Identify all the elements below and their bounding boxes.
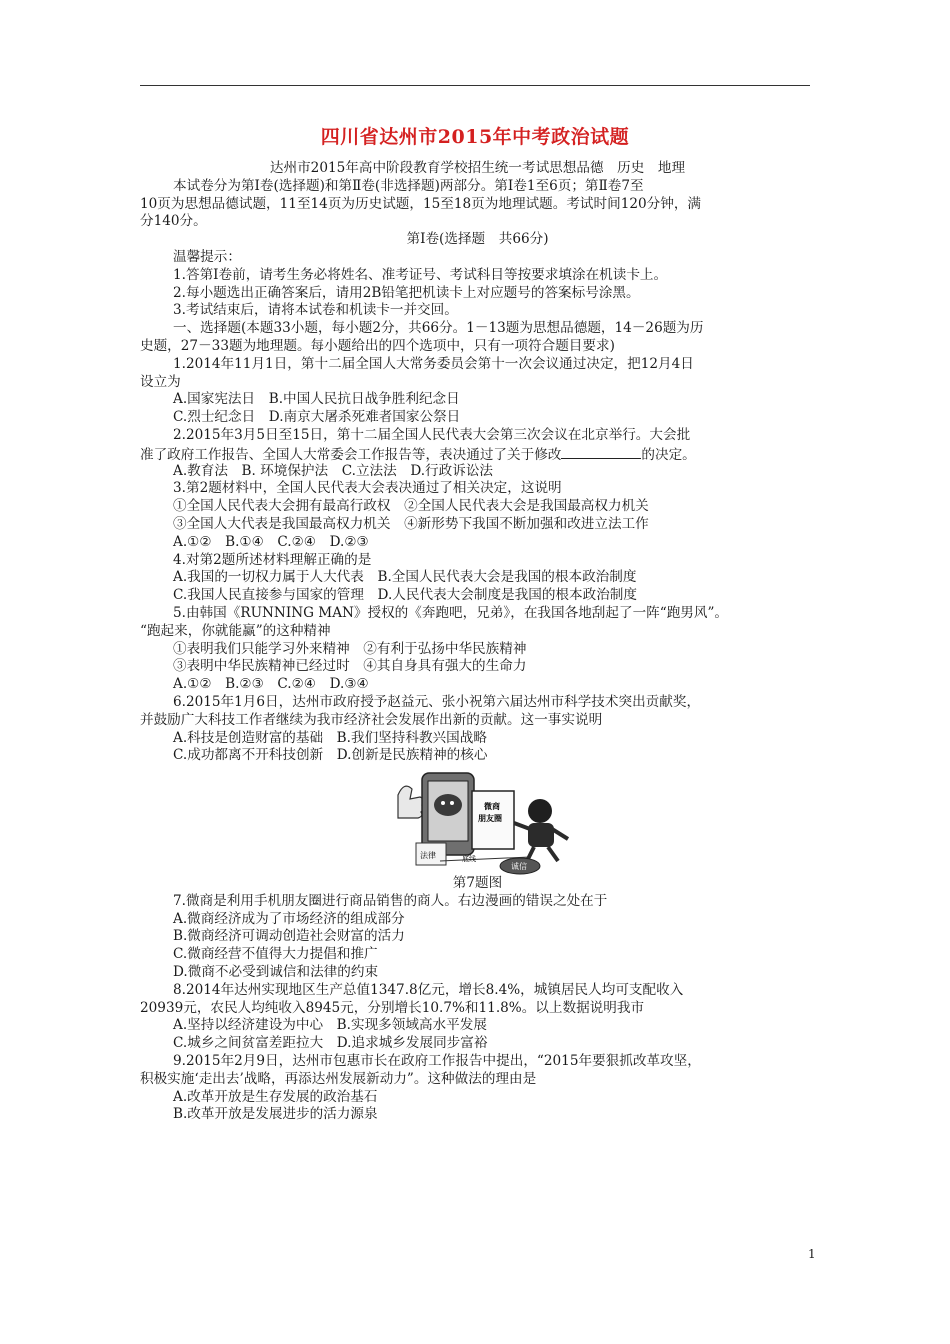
text-line-content: ③表明中华民族精神已经过时 ④其自身具有强大的生命力: [173, 658, 527, 675]
text-line-content: A.教育法 B. 环境保护法 C.立法法 D.行政诉讼法: [173, 462, 494, 479]
text-line: [140, 463, 815, 481]
text-line: [140, 928, 815, 946]
text-line: [140, 946, 815, 964]
text-line-content: C.我国人民直接参与国家的管理 D.人民代表大会制度是我国的根本政治制度: [173, 587, 637, 604]
text-line-content: 1.答第Ⅰ卷前，请考生务必将姓名、准考证号、考试科目等按要求填涂在机读卡上。: [173, 266, 668, 283]
text-line: [140, 730, 815, 748]
text-line-content: ①表明我们只能学习外来精神 ②有利于弘扬中华民族精神: [173, 640, 527, 657]
text-line: [140, 676, 815, 694]
text-line-content: 2.2015年3月5日至15日，第十二届全国人民代表大会第三次会议在北京举行。大会批: [173, 426, 691, 443]
text-line-content: A.①② B.①④ C.②④ D.②③: [173, 533, 369, 550]
cartoon-illustration: [380, 765, 580, 875]
text-line-content: A.国家宪法日 B.中国人民抗日战争胜利纪念日: [173, 391, 460, 408]
phone-label-1: 微商: [484, 801, 500, 812]
text-line: [140, 1017, 815, 1035]
text-line: [140, 320, 815, 338]
text-line: [140, 623, 815, 641]
text-line: [140, 160, 815, 178]
text-line: [140, 427, 815, 445]
text-line-content: 分140分。: [140, 213, 207, 230]
text-line: [140, 231, 815, 249]
text-line-content: 积极实施‘走出去’战略，再添达州发展新动力”。这种做法的理由是: [140, 1070, 537, 1087]
text-line: [140, 747, 815, 765]
text-line-content: 设立为: [140, 373, 181, 390]
text-line: [140, 1000, 815, 1018]
text-line-content: 7.微商是利用手机朋友圈进行商品销售的商人。右边漫画的错误之处在于: [173, 892, 608, 909]
text-line-content: ③全国人大代表是我国最高权力机关 ④新形势下我国不断加强和改进立法工作: [173, 515, 649, 532]
text-line-content: 2.每小题选出正确答案后，请用2B铅笔把机读卡上对应题号的答案标号涂黑。: [173, 284, 640, 301]
text-line: [140, 534, 815, 552]
text-line: [140, 552, 815, 570]
text-line-content: “跑起来，你就能赢”的这种精神: [140, 622, 331, 639]
text-line-content: D.微商不必受到诚信和法律的约束: [173, 964, 379, 981]
text-line: [140, 964, 815, 982]
text-line: [140, 374, 815, 392]
text-line-content: C.烈士纪念日 D.南京大屠杀死难者国家公祭日: [173, 409, 461, 426]
text-line: [140, 338, 815, 356]
text-line-content: 3.考试结束后，请将本试卷和机读卡一并交回。: [173, 302, 458, 319]
text-line: [140, 1053, 815, 1071]
text-line-content: 10页为思想品德试题，11至14页为历史试题，15至18页为地理试题。考试时间120分钟，满: [140, 195, 702, 212]
text-line: [140, 356, 815, 374]
text-line: [140, 1106, 815, 1124]
page-title: 四川省达州市2015年中考政治试题: [320, 126, 630, 148]
text-line: [140, 911, 815, 929]
text-line-content: B.微商经济可调动创造社会财富的活力: [173, 928, 405, 945]
text-line-tail: 的决定。: [641, 446, 696, 463]
bottom-line-label: 底线: [462, 855, 476, 864]
text-line: [140, 213, 815, 231]
text-line-content: 准了政府工作报告、全国人大常委会工作报告等，表决通过了关于修改: [140, 446, 562, 463]
text-line: [140, 1089, 815, 1107]
text-line: [140, 569, 815, 587]
text-line-content: C.微商经营不值得大力提倡和推广: [173, 946, 378, 963]
text-line-content: A.科技是创造财富的基础 B.我们坚持科教兴国战略: [173, 729, 487, 746]
text-line: [140, 893, 815, 911]
text-line-content: 3.第2题材料中，全国人民代表大会表决通过了相关决定，这说明: [173, 480, 562, 497]
text-line: [140, 982, 815, 1000]
text-line-content: A.我国的一切权力属于人大代表 B.全国人民代表大会是我国的根本政治制度: [173, 569, 637, 586]
text-line-content: 9.2015年2月9日，达州市包惠市长在政府工作报告中提出，“2015年要狠抓改革攻坚，: [173, 1053, 701, 1070]
text-line-content: ①全国人民代表大会拥有最高行政权 ②全国人民代表大会是我国最高权力机关: [173, 498, 649, 515]
text-line: [140, 498, 815, 516]
law-label: 法律: [420, 851, 436, 861]
text-line-content: A.微商经济成为了市场经济的组成部分: [173, 910, 405, 927]
text-line-content: C.城乡之间贫富差距拉大 D.追求城乡发展同步富裕: [173, 1035, 488, 1052]
text-line-content: 1.2014年11月1日，第十二届全国人大常务委员会第十一次会议通过决定，把12月4日: [173, 355, 694, 372]
text-line: [140, 178, 815, 196]
text-line-content: B.改革开放是发展进步的活力源泉: [173, 1106, 378, 1123]
answer-blank: [561, 445, 641, 459]
text-line: [140, 1035, 815, 1053]
text-line: [140, 445, 815, 463]
text-line-content: 本试卷分为第Ⅰ卷(选择题)和第Ⅱ卷(非选择题)两部分。第Ⅰ卷1至6页；第Ⅱ卷7至: [173, 177, 644, 194]
text-line: [140, 605, 815, 623]
text-line-content: 第Ⅰ卷(选择题 共66分): [406, 231, 549, 248]
cartoon-figure: [140, 765, 815, 875]
text-line: [140, 658, 815, 676]
header-rule: [140, 85, 810, 86]
text-line-content: 8.2014年达州实现地区生产总值1347.8亿元，增长8.4%，城镇居民人均可支配收入: [173, 981, 684, 998]
text-line-content: A.改革开放是生存发展的政治基石: [173, 1088, 378, 1105]
phone-label-2: 朋友圈: [478, 813, 502, 824]
page-number: 1: [808, 1247, 816, 1261]
text-line: [140, 587, 815, 605]
text-line: [140, 391, 815, 409]
text-line-content: 20939元，农民人均纯收入8945元，分别增长10.7%和11.8%。以上数据说明我市: [140, 999, 645, 1016]
text-line: [140, 285, 815, 303]
text-line: [140, 516, 815, 534]
text-line-content: C.成功都离不开科技创新 D.创新是民族精神的核心: [173, 747, 488, 764]
text-line-content: 达州市2015年高中阶段教育学校招生统一考试思想品德 历史 地理: [269, 160, 686, 176]
document-body: [140, 160, 815, 1124]
text-line: [140, 694, 815, 712]
text-line: [140, 641, 815, 659]
text-line: [140, 196, 815, 214]
text-line-content: 5.由韩国《RUNNING MAN》授权的《奔跑吧，兄弟》，在我国各地刮起了一阵“跑男风”。: [173, 604, 729, 621]
text-line: [140, 480, 815, 498]
text-line-content: 6.2015年1月6日，达州市政府授予赵益元、张小祝第六届达州市科学技术突出贡献奖，: [173, 693, 701, 710]
text-line: [140, 249, 815, 267]
text-line: [140, 1071, 815, 1089]
text-line-content: A.坚持以经济建设为中心 B.实现多领域高水平发展: [173, 1017, 487, 1034]
text-line: [140, 302, 815, 320]
text-line: [140, 267, 815, 285]
text-line: [140, 409, 815, 427]
text-line: [140, 875, 815, 893]
text-line-content: 一、选择题(本题33小题，每小题2分，共66分。1－13题为思想品德题，14－26题为历: [173, 320, 704, 337]
integrity-label: 诚信: [511, 862, 527, 872]
text-line: [140, 712, 815, 730]
text-line-content: A.①② B.②③ C.②④ D.③④: [173, 676, 369, 693]
text-line-content: 史题，27－33题为地理题。每小题给出的四个选项中，只有一项符合题目要求): [140, 337, 615, 354]
text-line-content: 温馨提示：: [173, 248, 241, 265]
text-line-content: 并鼓励广大科技工作者继续为我市经济社会发展作出新的贡献。这一事实说明: [140, 711, 603, 728]
text-line-content: 4.对第2题所述材料理解正确的是: [173, 551, 372, 568]
text-line-content: 第7题图: [452, 875, 503, 892]
